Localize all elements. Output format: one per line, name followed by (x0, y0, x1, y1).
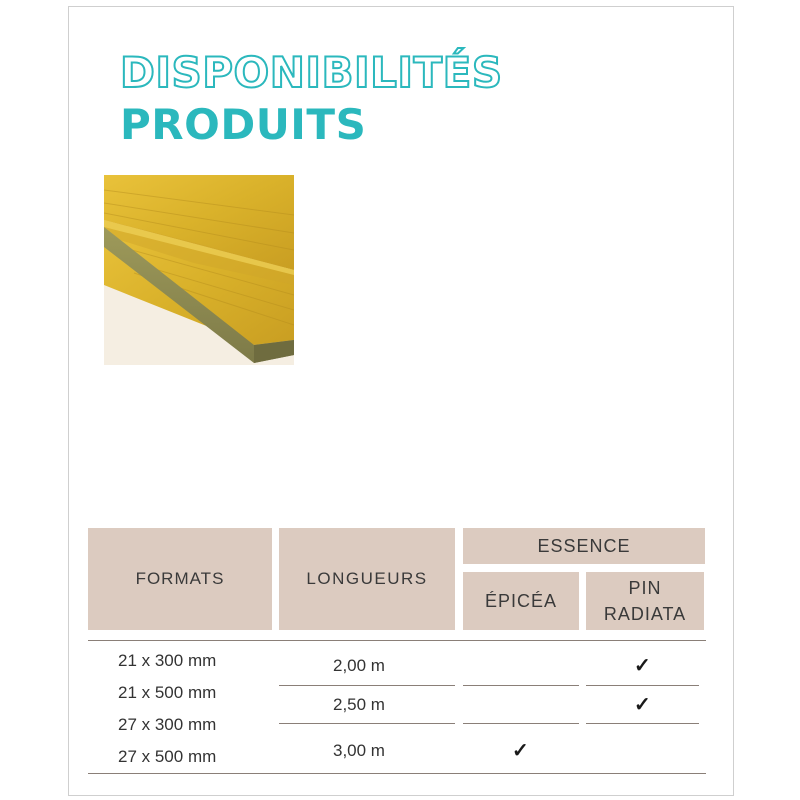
product-photo (104, 175, 294, 365)
wood-panel-image (104, 175, 294, 365)
format-item: 27 x 500 mm (118, 747, 217, 766)
header-pin-radiata (586, 572, 704, 630)
header-pin-line: PIN (628, 578, 662, 598)
row-divider (279, 723, 455, 724)
header-formats: FORMATS (88, 528, 272, 630)
format-item: 21 x 300 mm (118, 651, 217, 670)
row-divider (279, 685, 455, 686)
length-item: 3,00 m (333, 741, 385, 760)
format-item: 21 x 500 mm (118, 683, 217, 702)
title-line-2: PRODUITS (120, 100, 367, 149)
row-divider (463, 723, 579, 724)
header-radiata-line: RADIATA (603, 604, 687, 624)
length-item: 2,00 m (333, 656, 385, 675)
check-mark-icon: ✓ (634, 694, 651, 716)
row-divider (586, 723, 699, 724)
row-divider (586, 685, 699, 686)
header-longueurs: LONGUEURS (279, 528, 455, 630)
title-line-1: DISPONIBILITÉS (120, 48, 503, 97)
length-item: 2,50 m (333, 695, 385, 714)
row-divider (463, 685, 579, 686)
header-epicea: ÉPICÉA (463, 572, 579, 630)
format-item: 27 x 300 mm (118, 715, 217, 734)
table-bottom-rule (88, 773, 706, 774)
header-essence: ESSENCE (463, 528, 705, 564)
check-mark-icon: ✓ (634, 655, 651, 677)
table-top-rule (88, 640, 706, 641)
check-mark-icon: ✓ (512, 740, 529, 762)
